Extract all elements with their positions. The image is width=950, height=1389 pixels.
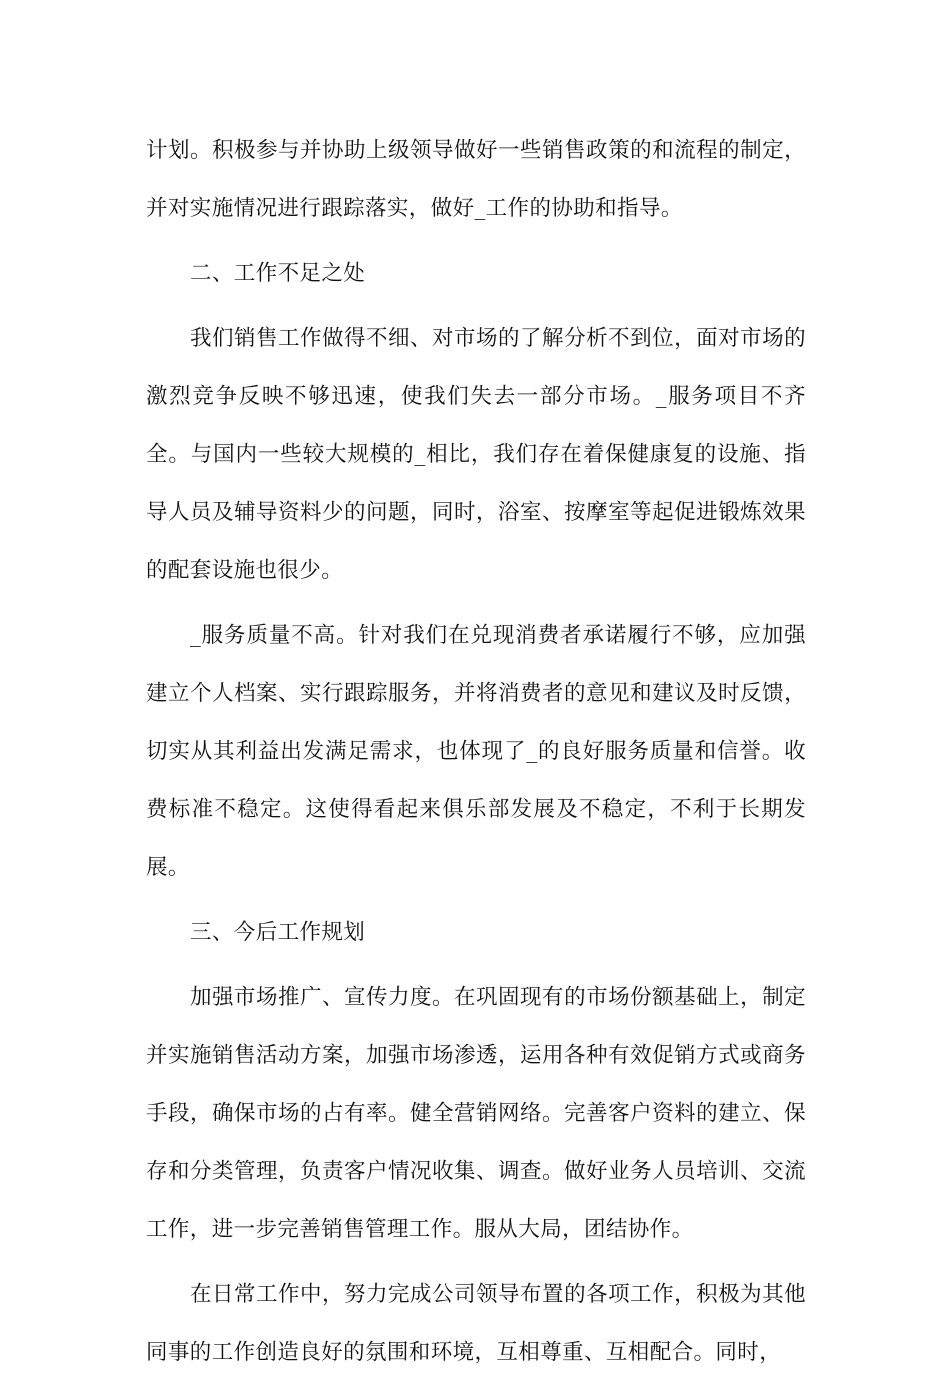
paragraph-shortcomings-2: _服务质量不高。针对我们在兑现消费者承诺履行不够，应加强建立个人档案、实行跟踪服务，并将消费者的意见和建议及时反馈，切实从其利益出发满足需求，也体现了_的良好服务质量和信誉。收费标准不稳定。这使得看起来俱乐部发展及不稳定，不利于长期发展。 bbox=[146, 623, 806, 880]
section-heading-shortcomings: 二、工作不足之处 bbox=[190, 261, 366, 286]
paragraph-future-plan-1: 加强市场推广、宣传力度。在巩固现有的市场份额基础上，制定并实施销售活动方案，加强市场渗透，运用各种有效促销方式或商务手段，确保市场的占有率。健全营销网络。完善客户资料的建立、保存和分类管理，负责客户情况收集、调查。做好业务人员培训、交流工作，进一步完善销售管理工作。服从大局，团结协作。 bbox=[146, 985, 806, 1242]
document-page bbox=[146, 122, 806, 1389]
section-heading-future-plan: 三、今后工作规划 bbox=[190, 920, 366, 945]
paragraph-continuation: 计划。积极参与并协助上级领导做好一些销售政策的和流程的制定，并对实施情况进行跟踪落实，做好_工作的协助和指导。 bbox=[146, 138, 806, 221]
paragraph-shortcomings-1: 我们销售工作做得不细、对市场的了解分析不到位，面对市场的激烈竞争反映不够迅速，使我们失去一部分市场。_服务项目不齐全。与国内一些较大规模的_相比，我们存在着保健康复的设施、指导人员及辅导资料少的问题，同时，浴室、按摩室等起促进锻炼效果的配套设施也很少。 bbox=[146, 326, 806, 583]
paragraph-future-plan-2: 在日常工作中，努力完成公司领导布置的各项工作，积极为其他同事的工作创造良好的氛围和环境，互相尊重、互相配合。同时， bbox=[146, 1282, 806, 1365]
